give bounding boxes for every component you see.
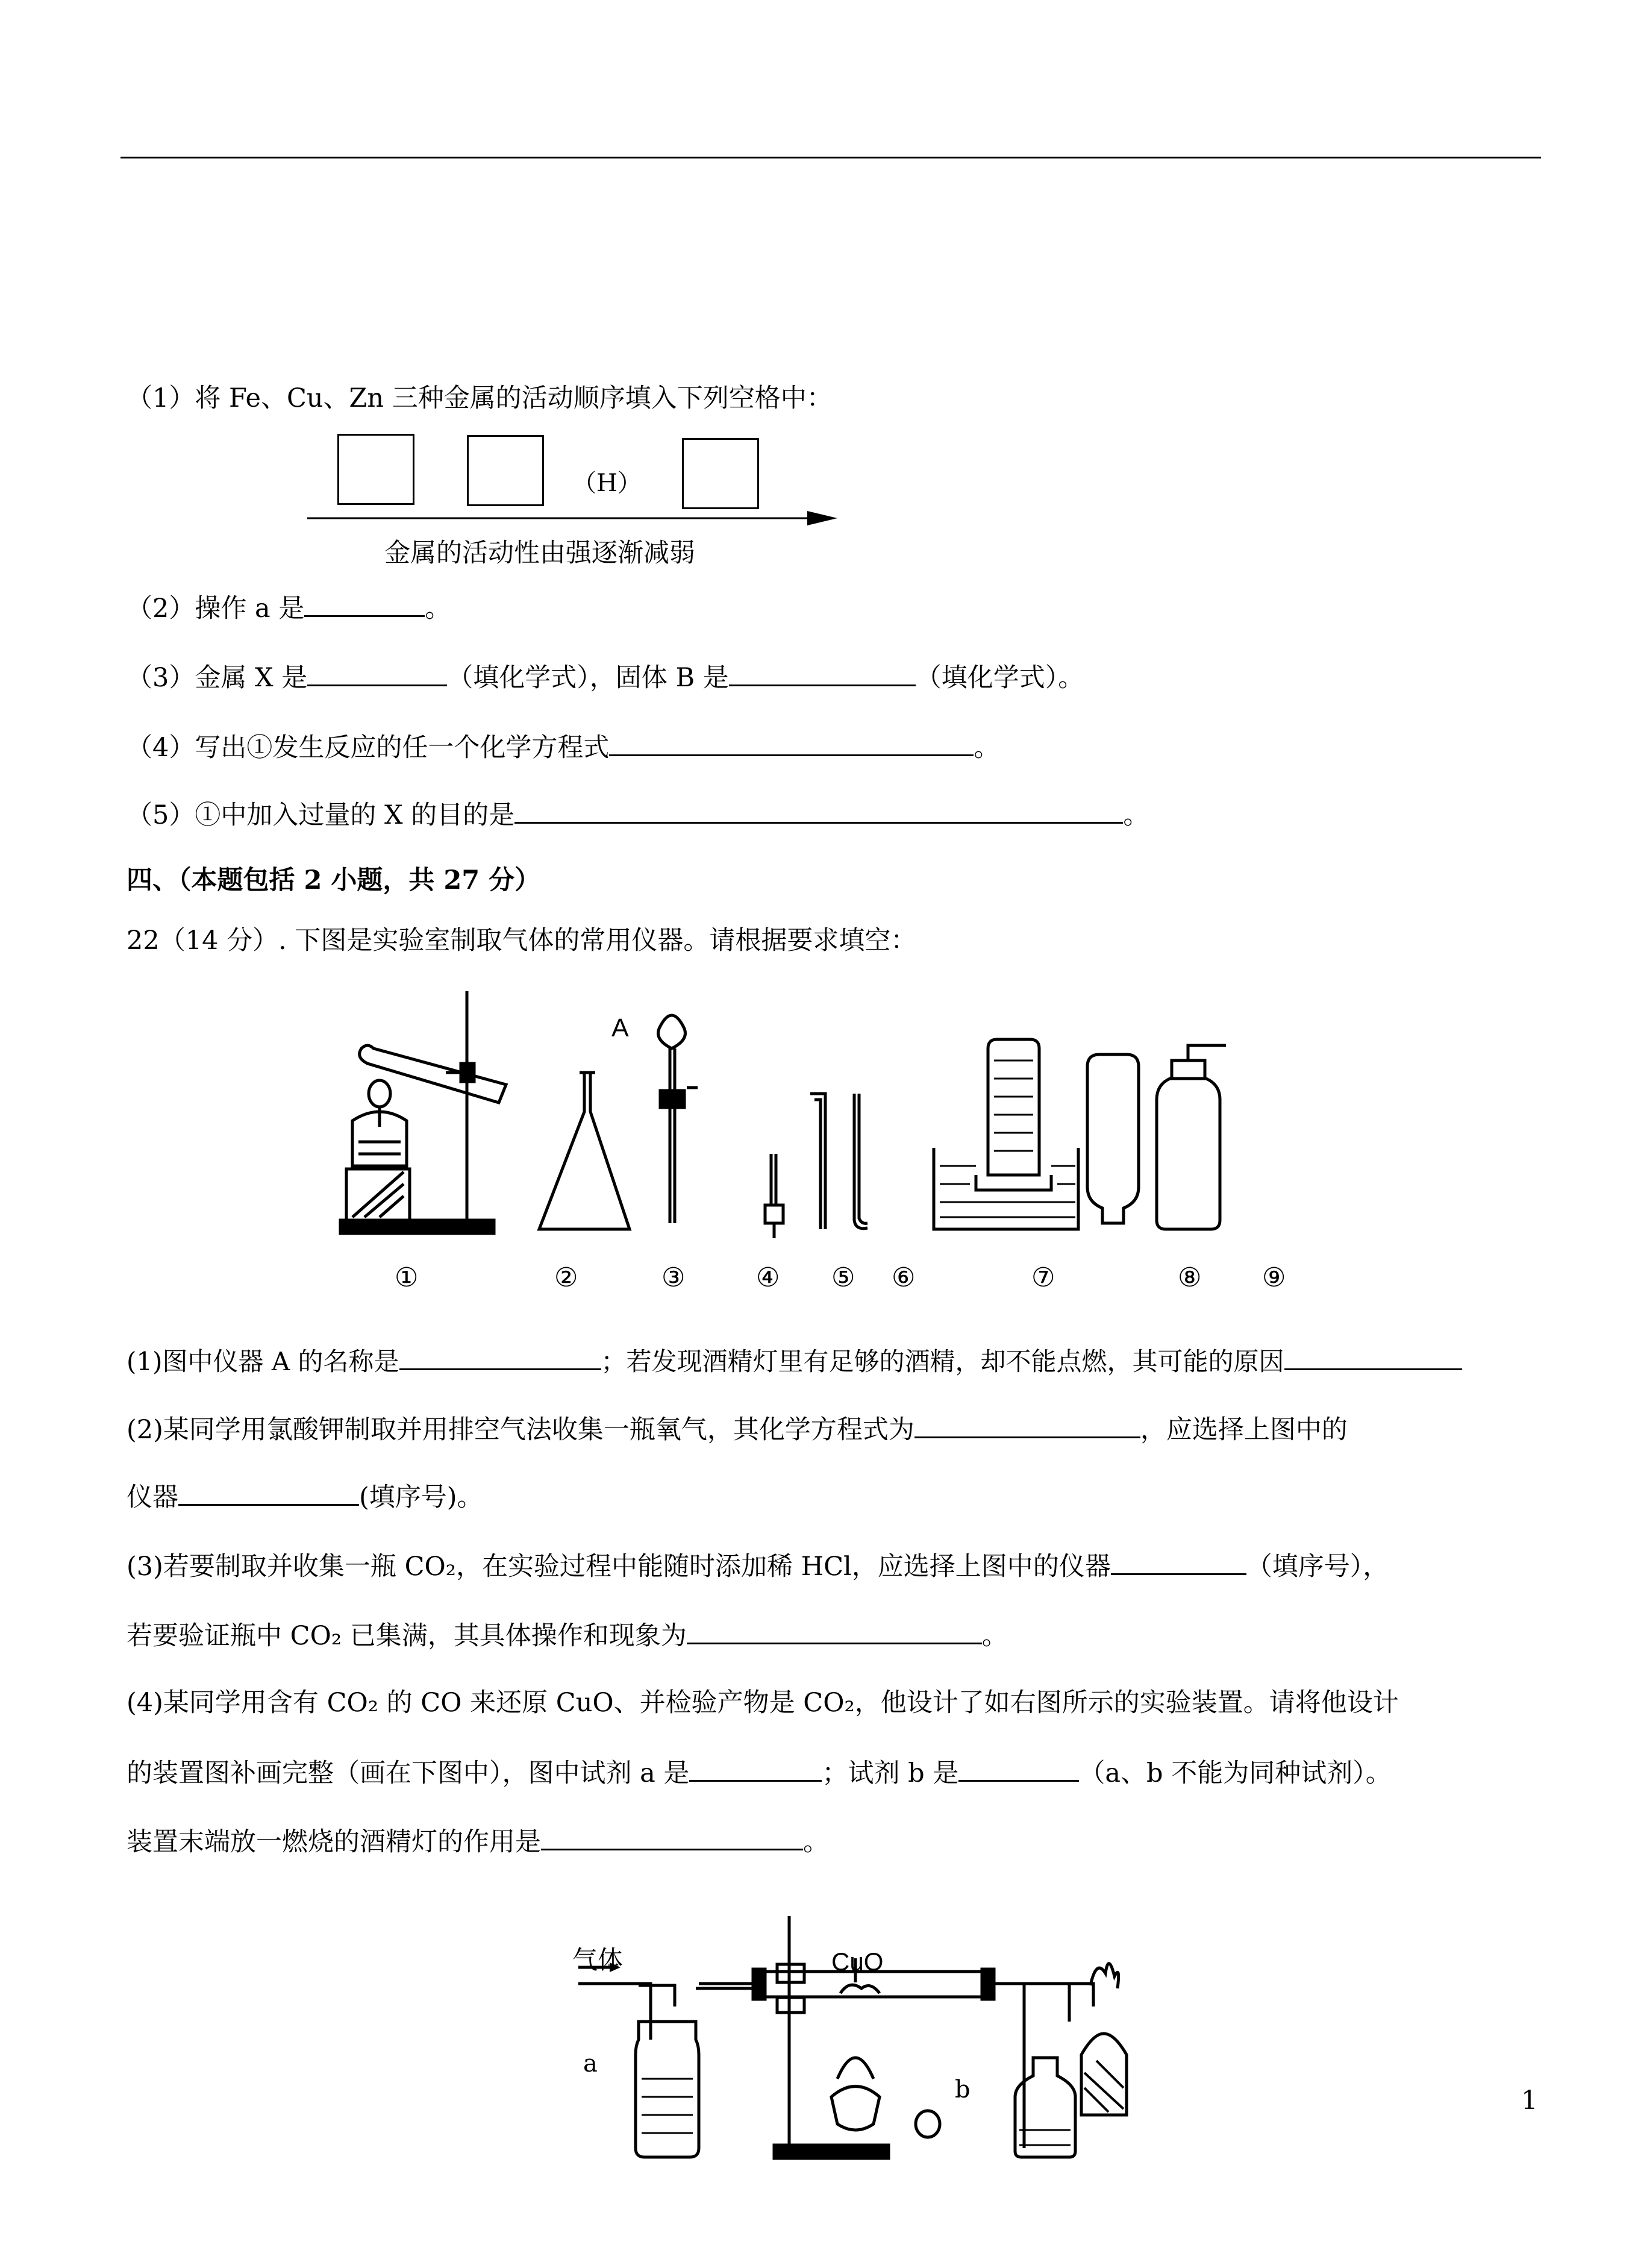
q4-post: 。 <box>974 733 1000 763</box>
blank-box-2[interactable] <box>467 435 544 506</box>
q22-p4-blank-lamp[interactable] <box>541 1827 803 1850</box>
q22-p4-line1: (4)某同学用含有 CO₂ 的 CO 来还原 CuO、并检验产物是 CO₂，他设计了如右图所示的实验装置。请将他设计 <box>127 1688 1399 1718</box>
q22-p4-line3 <box>127 1827 829 1855</box>
q22-intro: 22（14 分）. 下图是实验室制取气体的常用仪器。请根据要求填空： <box>127 926 917 956</box>
q5-pre: （5）①中加入过量的 X 的目的是 <box>127 800 515 830</box>
blank-box-3[interactable] <box>682 438 759 509</box>
apparatus-number-8: ⑧ <box>1178 1262 1202 1293</box>
apparatus-number-3: ③ <box>661 1262 686 1293</box>
q22-p2-post: ，应选择上图中的 <box>1140 1415 1348 1445</box>
q22-p3b-post: 。 <box>981 1621 1008 1651</box>
q22-p4-line3-post: 。 <box>803 1827 829 1857</box>
q22-p1-blank-name[interactable] <box>399 1347 601 1370</box>
q1-line: （1）将 Fe、Cu、Zn 三种金属的活动顺序填入下列空格中： <box>127 383 833 413</box>
apparatus-number-1: ① <box>395 1262 419 1293</box>
q22-p1-mid: ；若发现酒精灯里有足够的酒精，却不能点燃，其可能的原因 <box>601 1347 1284 1376</box>
hydrogen-label: （H） <box>572 469 642 497</box>
q22-p4-line2-mid: ；试剂 b 是 <box>822 1758 959 1788</box>
q22-p2-blank-eq[interactable] <box>914 1415 1140 1438</box>
q22-p3b-pre: 若要验证瓶中 CO₂ 已集满，其具体操作和现象为 <box>127 1621 687 1651</box>
q22-p4-blank-a[interactable] <box>689 1758 822 1782</box>
apparatus-figure <box>325 982 1349 1241</box>
q22-p4-line2-post: （a、b 不能为同种试剂）。 <box>1079 1758 1392 1788</box>
page-number: 1 <box>1521 2085 1538 2116</box>
label-a-instrument: A <box>611 1013 629 1042</box>
q22-p4-line2 <box>127 1758 1392 1787</box>
q2-post: 。 <box>425 594 451 624</box>
q5-blank[interactable] <box>514 800 1123 824</box>
q22-p3-blank[interactable] <box>1111 1552 1246 1575</box>
reagent-b-label: b <box>955 2076 971 2104</box>
q3-mid: （填化学式），固体 B 是 <box>447 663 729 693</box>
q22-p1-pre: (1)图中仪器 A 的名称是 <box>127 1347 399 1376</box>
q4-line <box>127 733 999 761</box>
q2-pre: （2）操作 a 是 <box>127 594 305 624</box>
q22-p4-line3-pre: 装置末端放一燃烧的酒精灯的作用是 <box>127 1827 541 1857</box>
q4-pre: （4）写出①发生反应的任一个化学方程式 <box>127 733 610 763</box>
q3-blank-x[interactable] <box>307 663 447 686</box>
gas-label: 气体 <box>572 1945 624 1975</box>
section4-title: 四、（本题包括 2 小题，共 27 分） <box>127 865 541 895</box>
q22-p1 <box>127 1347 1462 1374</box>
q3-post: （填化学式）。 <box>915 663 1084 693</box>
q22-p2b-blank[interactable] <box>178 1482 359 1506</box>
q22-p2 <box>127 1415 1348 1443</box>
q5-line <box>127 800 1149 829</box>
q22-p2b-pre: 仪器 <box>127 1482 178 1512</box>
q22-p3-pre: (3)若要制取并收集一瓶 CO₂，在实验过程中能随时添加稀 HCl，应选择上图中的仪器 <box>127 1552 1111 1582</box>
q2-line <box>127 594 451 622</box>
q3-pre: （3）金属 X 是 <box>127 663 308 693</box>
arrow-caption: 金属的活动性由强逐渐减弱 <box>384 538 695 568</box>
q4-blank[interactable] <box>609 733 974 756</box>
blank-box-1[interactable] <box>337 434 414 505</box>
q22-p2b-post: (填序号)。 <box>359 1482 483 1512</box>
q3-blank-b[interactable] <box>729 663 916 686</box>
q22-p3b <box>127 1621 1008 1649</box>
reagent-a-label: a <box>583 2050 598 2078</box>
q22-p4-blank-b[interactable] <box>958 1758 1079 1782</box>
apparatus-number-9: ⑨ <box>1262 1262 1286 1293</box>
q3-line <box>127 663 1084 691</box>
q22-p4-line2-pre: 的装置图补画完整（画在下图中），图中试剂 a 是 <box>127 1758 690 1788</box>
q2-blank[interactable] <box>304 594 425 617</box>
q22-p2-pre: (2)某同学用氯酸钾制取并用排空气法收集一瓶氧气，其化学方程式为 <box>127 1415 914 1445</box>
activity-arrow <box>307 509 837 527</box>
q5-post: 。 <box>1123 800 1149 830</box>
q22-p3b-blank[interactable] <box>687 1621 982 1644</box>
cuo-label: CuO <box>831 1947 884 1976</box>
q22-p2b <box>127 1482 483 1511</box>
q22-p3-post: （填序号）， <box>1246 1552 1389 1582</box>
apparatus-number-7: ⑦ <box>1031 1262 1055 1293</box>
apparatus-number-6: ⑥ <box>892 1262 916 1293</box>
q22-p1-blank-reason[interactable] <box>1284 1347 1462 1370</box>
apparatus-number-2: ② <box>554 1262 578 1293</box>
header-rule <box>120 157 1541 158</box>
apparatus-number-4: ④ <box>756 1262 780 1293</box>
q22-p3 <box>127 1552 1389 1580</box>
apparatus-number-5: ⑤ <box>831 1262 855 1293</box>
